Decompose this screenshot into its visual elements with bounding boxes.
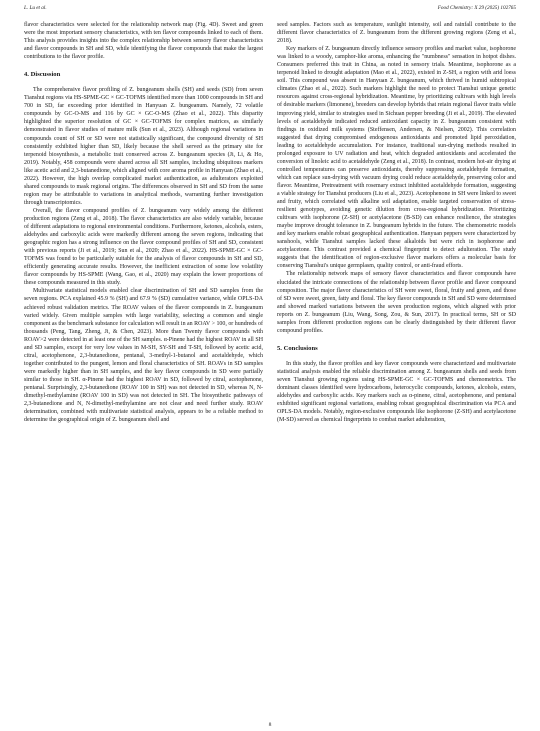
paragraph-continued: seed samples. Factors such as temperature, sunlight intensity, soil and rainfall contribute to the different flavor characteristics of Z. bungeanum from the different growing regions (Zeng et al., 2018). bbox=[277, 22, 516, 45]
paragraph-discussion-5: The relationship network maps of sensory flavor characteristics and flavor compounds have elucidated the intricate connections of the relationship between flavor profile and flavor compound composition. The major flavor characteristics of SH were sweet, floral, fruity and green, and those of SD were sweet, green, fatty and floral. The key flavor compounds in SH and SD were determined and showed marked variations between the seven production regions, which aligned with prior reports on Z. bungeanum (Liu, Wang, Song, Zou, & Sun, 2017). In practical terms, SH or SD samples from different production regions can be clearly distinguished by their different flavor compound profiles. bbox=[277, 271, 516, 334]
left-column bbox=[24, 21, 263, 424]
running-header bbox=[24, 5, 516, 15]
paragraph-intro: flavor characteristics were selected for the relationship network map (Fig. 4D). Sweet and green were the most important sensory characteristics, with ten flavor compounds linked to each of them. This analysis provides insights into the complex relationship between sensory flavor characteristics and flavor compounds in SH and SD, while identifying the flavor compounds that make the largest contributions to the flavor profile. bbox=[24, 22, 263, 61]
paragraph-conclusions: In this study, the flavor profiles and key flavor compounds were characterized and multivariate statistical analysis enabled the reliable discrimination among Z. bungeanum shells and seeds from seven Tianshui growing regions using HS-SPME-GC × GC-TOFMS and chemometrics. The dominant classes identified were hydrocarbons, heterocyclic compounds, ketones, alcohols, esters, aldehydes and carboxylic acids. Key markers such as α-pinene, citral, acetophenone, and pentanal exhibited significant regional variations, enabling robust geographical discrimination via PCA and OPLS-DA models. Notably, region-exclusive compounds like isophorone (Z-SH) and acetylacetone (M-SD) served as chemical fingerprints to combat market adulteration, bbox=[277, 360, 516, 424]
paragraph-discussion-2: Overall, the flavor compound profiles of Z. bungeanum vary widely among the different production regions (Zeng et al., 2018). The flavor characteristics are also widely variable, because of different adaptations to regional environmental conditions. Furthermore, ketones, alcohols, esters, aldehydes and carboxylic acids were markedly different among the seven regions, indicating that geographic region has a strong influence on the flavor compound profiles of SH and SD, consistent with previous reports (Ji et al., 2019; Sun et al., 2020; Zhao et al., 2022). HS-SPME-GC × GC-TOFMS was found to be particularly suitable for the analysis of flavor compounds in SH and SD, efficiently generating accurate results. However, the inefficient extraction of some low volatility flavor compounds by HS-SPME (Wang, Gao, et al., 2020) may explain the lower proportions of these compounds measured in this study. bbox=[24, 207, 263, 287]
right-column bbox=[277, 21, 516, 424]
section-heading-conclusions: 5. Conclusions bbox=[277, 344, 318, 352]
paragraph-discussion-1: The comprehensive flavor profiling of Z. bungeanum shells (SH) and seeds (SD) from seven Tianshui regions via HS-SPME-GC × GC-TOFMS identified more than 1000 compounds in SH and 700 in SD, far exceeding prior identified in Hanyuan Z. bungeanum. Namely, 72 volatile compounds by GC-O-MS and 116 by GC × GC-O-MS (Zhao et al., 2022). This disparity highlighted the superior resolution of GC × GC-TOFMS for complex matrices, as similarly demonstrated in flavor studies of mature milk (Sun et al., 2023). Although regional variations in compounds count of SH or SD were not statistically significant, the compound diversity of SH consistently exhibited higher than SD, likely because the shell served as the primary site for terpenoid biosynthesis, a metabolic trait conserved across Z. bungeanum species (Ji, Li, & Ho, 2019). Notably, 458 compounds were shared across all SH samples, including ubiquitous markers like acetic acid and 2,3-butanedione, which aligned with core aroma profile in Hanyuan (Zhao et al., 2022). However, the high overlap complicated market authentication, as adulterators exploited shared compounds to mask regional origins. The differences observed in SH and SD from the same region may be attributable to variations in analytical methods, warranting further investigation through transcriptomics. bbox=[24, 87, 263, 206]
section-heading-discussion: 4. Discussion bbox=[24, 71, 61, 79]
paragraph-discussion-4: Key markers of Z. bungeanum directly influence sensory profiles and market value, isophorone was linked to a woody, camphor-like aroma, enhancing the "numbness" sensation in hotpot dishes. Consumers preferred this trait in China, as noted in sensory trials. Meantime, isophorone as a terpenoid linked to drought adaptation (Mao et al., 2022), existed in Z-SH, a region with arid loess soil. This compound was absent in Hanyuan Z. bungeanum, which thrived in humid subtropical climates (Zhao et al., 2022). Such markers highlight the need to protect Tianshui unique genetic resources against cross-regional hybridization. Meantime, by prioritizing cultivars with high levels of desirable markers (limonene), breeders can develop hybrids that retain regional flavor traits while improving yield, similar to strategies used in Sichuan pepper breeding (Ji et al., 2019). The elevated levels of acetaldehyde indicated reduced antioxidant capacity in Z. bungeanum consistent with findings in oxidized milk systems (Steffensen, Andersen, & Nielsen, 2002). This correlation suggested that drying compromised endogenous antioxidants and promoted lipid peroxidation, leading to acetaldehyde accumulation. For instance, traditional sun-drying methods resulted in prolonged exposure to UV radiation and heat, which degraded antioxidants and accelerated the conversion of linoleic acid to acetaldehyde (Zeng et al., 2018). In contrast, modern hot-air drying at controlled temperatures can preserve antioxidants, thereby suppressing acetaldehyde formation, which can replace sun-drying with vacuum drying could reduce acetaldehyde, preserving color and flavor. Meantime, Pretreatment with rosemary extract inhibited acetaldehyde formation, suggesting a viable strategy for Tianshui producers (Liu et al., 2023). Acetophenone in SH were linked to sweet and fruity, which correlated with alkaline soil adaptation, enable targeted conservation of stress-resilient genotypes, avoiding genetic dilution from cross-regional hybridization. Prioritizing cultivars with isophorone (Z-SH) or acetylacetone (B-SD) can enhance resilience, the strategies maybe improve drought tolerance in Z. bungeanum hybrids in the future. The chemometric models and key markers enable robust geographical authentication. Hanyuan peppers were characterized by sanshools, while Tianshui samples lacked these alkaloids but were rich in isophorone and acetylacetone. This contrast provided a chemical fingerprint to detect adulteration. The study suggests that the identification of region-exclusive flavor markers offers a molecular basis for conserving Tianshui's unique germplasm, quality control, or anti-fraud efforts. bbox=[277, 46, 516, 270]
header-journal: Food Chemistry: X 29 (2025) 102765 bbox=[437, 5, 516, 11]
header-authors: L. Lu et al. bbox=[24, 5, 47, 11]
page-number: 8 bbox=[268, 722, 272, 728]
paragraph-discussion-3: Multivariate statistical models enabled clear discrimination of SH and SD samples from the seven regions. PCA explained 45.9 % (SH) and 67.9 % (SD) cumulative variance, while OPLS-DA achieved robust validation metrics. The ROAV values of the flavor compounds in Z. bungeanum varied widely. Given multiple samples with large variability, selecting a common and single component as the benchmark substance for calculation will result in an ROAV > 100, or hundreds of thousands (Peng, Tang, Zheng, Ji, & Chen, 2023). More than Twenty flavor compounds with ROAV>2 were detected in at least one of the SH samples. α-Pinene had the highest ROAV in all SH and SD samples, except for very low values in M-SH, SY-SH and T-SH, followed by acetic acid, citral, acetophenone, 2,3-butanedione, pentanal, 3-methyl-1-butanol and acetaldehyde, which together contributed to the pungent, lemon and floral characteristics of SH. ROAVs in SD samples were markedly higher than in SH samples, and the key flavor compounds in SD were partially similar to those in SH. α-Pinene had the highest ROAV in SD, followed by citral, acetophenone, pentanal. Surprisingly, 2,3-butanedione (ROAV 100 in SH) was not detected in SD, whereas N, N-dimethyl-methylamine (ROAV 100 in SD) was not detected in SH. The biosynthetic pathways of 2,3-butanedione and N, N-dimethyl-methylamine are not clear and need further study. ROAV determination, combined with multivariate statistical analysis, appears to be a reliable method to determine the geographical origin of Z. bungeanum shell and bbox=[24, 288, 263, 424]
